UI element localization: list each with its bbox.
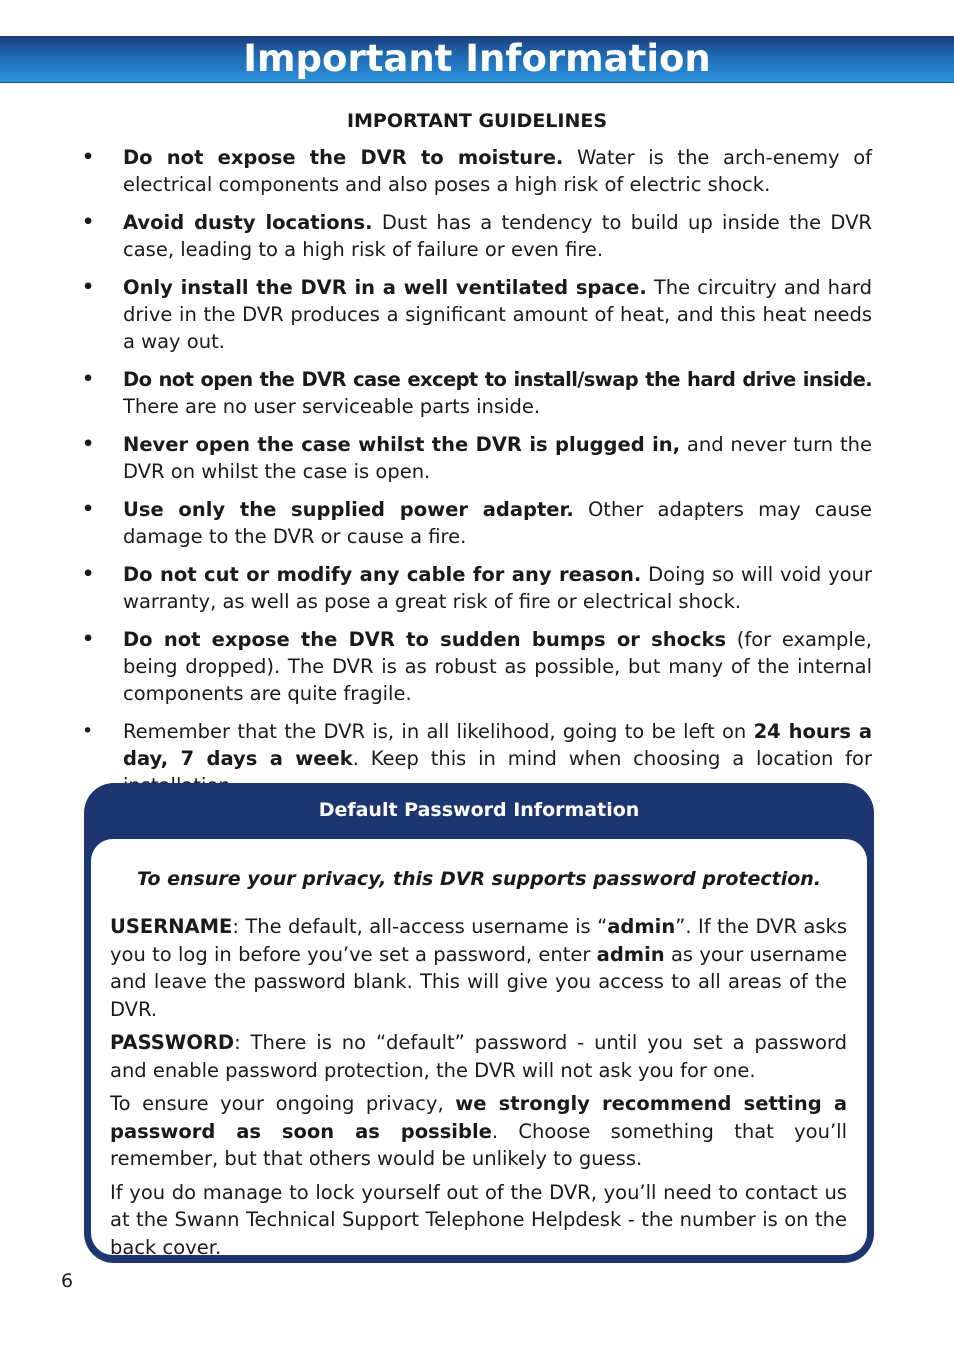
password-paragraph [110,1029,847,1084]
privacy-text: . Choose something that you’ll remember, but that others would be unlikely to guess. [110,1119,847,1170]
guidelines-list [82,144,872,810]
guideline-text: Doing so will void your warranty, as well as pose a great risk of fire or electrical shock. [123,563,872,613]
list-item [82,274,872,355]
password-info-box [84,783,874,1263]
guideline-bold: Use only the supplied power adapter. [123,498,574,521]
password-body-text [110,913,847,1267]
username-value: admin [607,915,676,938]
guideline-text: (for example, being dropped). The DVR is as robust as possible, but many of the internal components are quite fragile. [123,628,872,705]
bullet-icon: • [82,433,95,455]
bullet-icon: • [82,276,95,298]
list-item [82,144,872,198]
list-item [82,431,872,485]
username-paragraph [110,913,847,1023]
guideline-bold: Only install the DVR in a well ventilated space. [123,276,647,299]
lockout-paragraph: If you do manage to lock yourself out of the DVR, you’ll need to contact us at the Swann Technical Support Telephone Helpdesk - the number is on the back cover. [110,1180,847,1259]
list-item [82,561,872,615]
username-value: admin [596,942,665,966]
page-title: Important Information [243,37,711,80]
list-item [82,209,872,263]
guideline-text: . Keep this in mind when choosing a location for [352,747,872,770]
guideline-bold: Do not expose the DVR to sudden bumps or shocks [123,628,727,651]
guideline-bold: Do not expose the DVR to moisture. [123,146,564,169]
guideline-bold: Do not open the DVR case except to install/swap the hard drive inside. [123,368,872,391]
guideline-text: Dust has a tendency to build up inside the DVR case, leading to a high risk of failure or even fire. [123,211,872,261]
guideline-bold: 24 hours a day, 7 days a week [123,720,872,770]
list-item [82,366,872,420]
privacy-recommendation: we strongly recommend setting a password as soon as possible [110,1092,848,1143]
guideline-bold: Never open the case whilst the DVR is plugged in, [123,433,681,456]
bullet-icon: • [82,498,95,520]
list-item [82,626,872,707]
bullet-icon: • [82,628,95,650]
password-text: : There is no “default” password - until you set a password and enable password protection, the DVR will not ask you for one. [110,1031,847,1082]
username-label: USERNAME [110,915,233,938]
password-label: PASSWORD [110,1031,235,1054]
bullet-icon: • [82,563,95,585]
guideline-text: and never turn the DVR on whilst the case is open. [123,433,872,483]
guideline-text: Other adapters may cause damage to the DVR or cause a fire. [123,498,872,548]
username-text: : The default, all-access username is “ [232,915,608,938]
guideline-text: Remember that the DVR is, in all likelihood, going to be left on [123,720,754,743]
password-box-body [91,839,867,1259]
page-number: 6 [61,1270,74,1292]
list-item [82,496,872,550]
guideline-text: The circuitry and hard drive in the DVR produces a significant amount of heat, and this heat needs a way out. [123,276,872,353]
bullet-icon: • [82,211,95,233]
guideline-text: Water is the arch-enemy of electrical components and also poses a high risk of electric shock. [123,146,872,196]
bullet-icon: • [82,368,95,390]
guideline-text: There are no user serviceable parts inside. [123,395,541,418]
guidelines-heading: IMPORTANT GUIDELINES [346,110,608,132]
guideline-bold: Avoid dusty locations. [123,211,373,234]
password-box-title: Default Password Information [318,799,640,821]
guideline-bold: Do not cut or modify any cable for any reason. [123,563,642,586]
username-text: ”. If the DVR asks you to log in before you’ve set a password, enter [110,915,847,966]
bullet-icon: • [82,146,95,168]
bullet-icon: • [82,720,94,742]
privacy-paragraph [110,1090,847,1173]
password-lead: To ensure your privacy, this DVR supports password protection. [136,868,822,890]
header-bar [0,36,954,83]
privacy-text: To ensure your ongoing privacy, [110,1092,456,1115]
username-text: as your username and leave the password blank. This will give you access to all areas of the DVR. [110,942,847,1021]
